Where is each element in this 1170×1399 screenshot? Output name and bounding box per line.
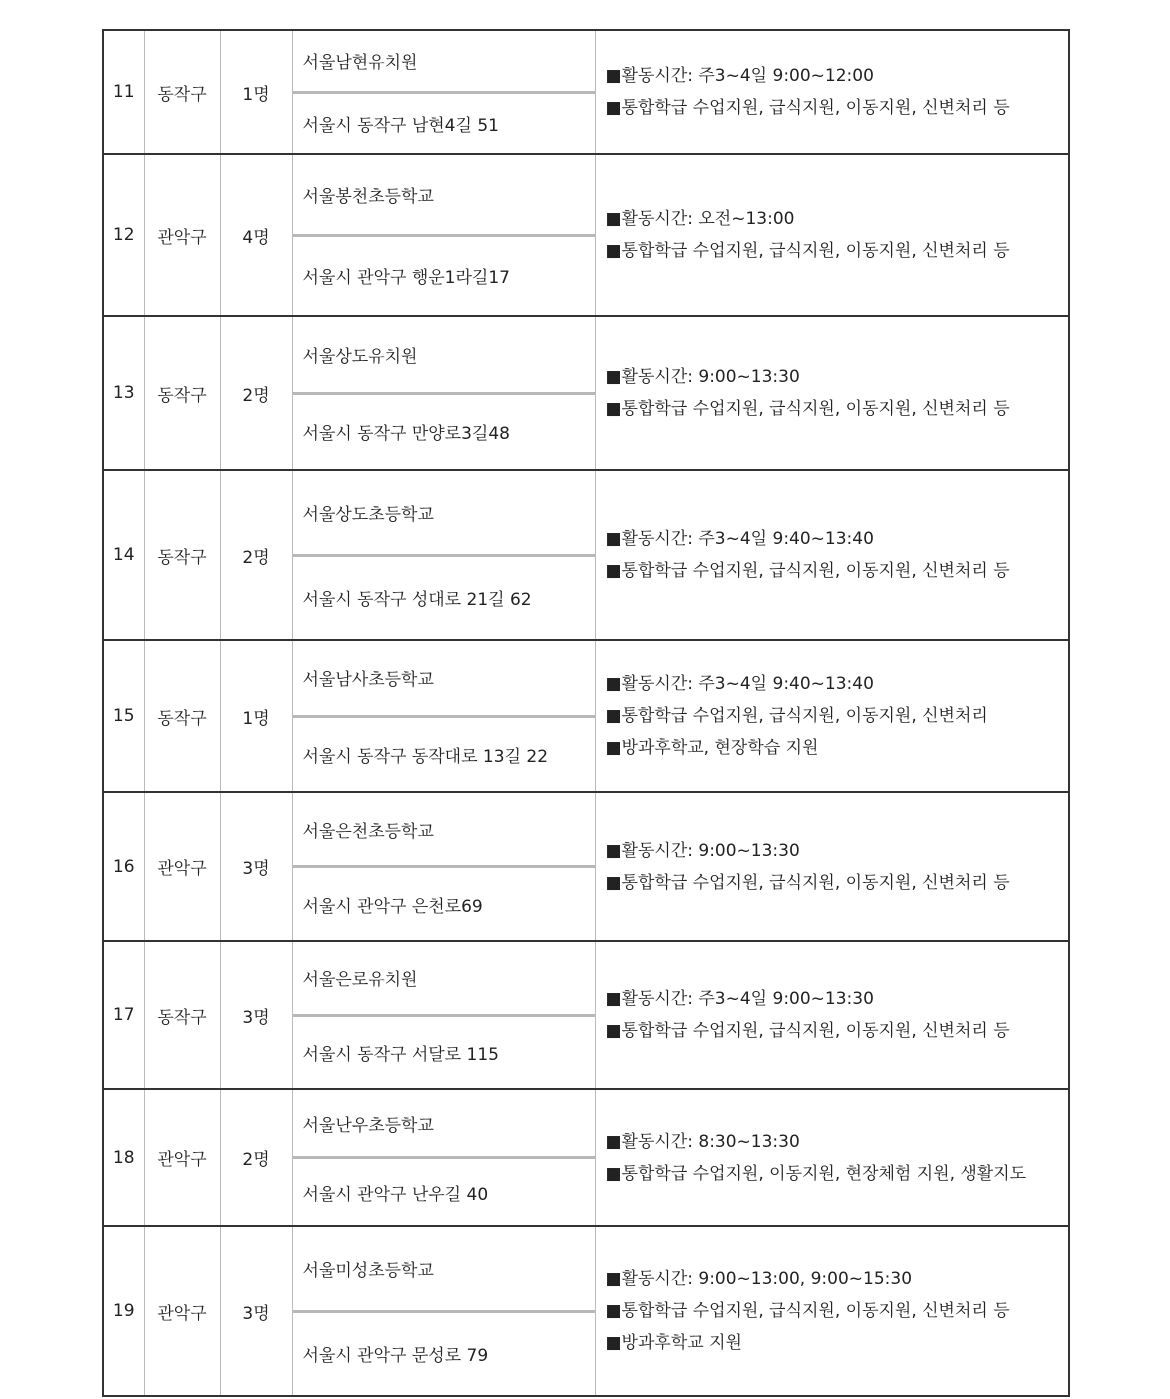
school-name: 서울남사초등학교 [302,670,434,691]
school-address: 서울시 동작구 성대로 21길 62 [302,590,532,611]
site-cell [292,941,595,1089]
activity-cell [595,1226,1069,1396]
school-name: 서울난우초등학교 [302,1115,434,1136]
site-info [293,641,595,791]
row-number-cell: 18 [103,1089,144,1226]
headcount-cell: 2명 [220,470,292,640]
table-row [103,154,1069,316]
school-name: 서울남현유치원 [302,53,418,74]
headcount-cell: 3명 [220,792,292,941]
school-address: 서울시 관악구 행운1라길17 [302,268,510,289]
activity-line: ■통합학급 수업지원, 급식지원, 이동지원, 신변처리 등 [605,241,1010,261]
activity-cell [595,30,1069,154]
activity-cell [595,640,1069,792]
school-address: 서울시 동작구 동작대로 13길 22 [302,746,549,767]
district-cell: 관악구 [144,792,220,941]
table-row [103,792,1069,941]
site-info [293,942,595,1088]
row-number-cell: 15 [103,640,144,792]
district-cell: 동작구 [144,30,220,154]
headcount-cell: 2명 [220,1089,292,1226]
headcount-cell: 4명 [220,154,292,316]
site-info [293,471,595,639]
activity-cell [595,792,1069,941]
activity-line: ■통합학급 수업지원, 이동지원, 현장체험 지원, 생활지도 [605,1163,1027,1184]
activity-line: ■통합학급 수업지원, 급식지원, 이동지원, 신변처리 등 [605,98,1010,118]
school-name: 서울상도초등학교 [302,504,434,525]
table-row [103,941,1069,1089]
site-info [293,155,595,315]
site-cell [292,316,595,470]
activity-line: ■활동시간: 주3~4일 9:00~13:30 [605,989,874,1009]
school-name: 서울미성초등학교 [302,1260,434,1281]
site-info [293,793,595,940]
activity-line: ■활동시간: 오전~13:00 [605,209,795,229]
activity-line: ■통합학급 수업지원, 급식지원, 이동지원, 신변처리 등 [605,1021,1010,1041]
district-cell: 동작구 [144,316,220,470]
school-address: 서울시 관악구 난우길 40 [302,1184,489,1205]
school-name: 서울상도유치원 [302,346,418,367]
row-number-cell: 13 [103,316,144,470]
site-cell [292,1226,595,1396]
activity-line: ■활동시간: 주3~4일 9:40~13:40 [605,674,874,694]
row-number-cell: 12 [103,154,144,316]
activity-line: ■통합학급 수업지원, 급식지원, 이동지원, 신변처리 [605,706,988,726]
headcount-cell: 1명 [220,30,292,154]
school-address: 서울시 관악구 문성로 79 [302,1346,489,1367]
headcount-cell: 1명 [220,640,292,792]
site-info [293,1227,595,1395]
activity-line: ■방과후학교, 현장학습 지원 [605,738,819,758]
activity-line: ■활동시간: 9:00~13:30 [605,840,800,861]
activity-cell [595,316,1069,470]
table-row [103,470,1069,640]
site-cell [292,1089,595,1226]
site-cell [292,470,595,640]
table-row [103,316,1069,470]
row-number-cell: 19 [103,1226,144,1396]
site-cell [292,30,595,154]
activity-line: ■활동시간: 주3~4일 9:00~12:00 [605,66,874,86]
row-number-cell: 11 [103,30,144,154]
activity-line: ■활동시간: 9:00~13:30 [605,367,800,387]
school-name: 서울은천초등학교 [302,821,434,842]
district-cell: 동작구 [144,941,220,1089]
activity-cell [595,470,1069,640]
activity-cell [595,154,1069,316]
row-number-cell: 16 [103,792,144,941]
activity-line: ■방과후학교 지원 [605,1333,742,1353]
activity-line: ■통합학급 수업지원, 급식지원, 이동지원, 신변처리 등 [605,561,1010,581]
table-body [103,30,1069,1396]
activity-cell [595,1089,1069,1226]
site-cell [292,154,595,316]
school-address: 서울시 관악구 은천로69 [302,896,483,917]
school-address: 서울시 동작구 서달로 115 [302,1044,499,1065]
district-cell: 관악구 [144,154,220,316]
row-number-cell: 17 [103,941,144,1089]
activity-cell [595,941,1069,1089]
table-row [103,640,1069,792]
headcount-cell: 3명 [220,1226,292,1396]
table-row [103,30,1069,154]
school-address: 서울시 동작구 남현4길 51 [302,115,499,136]
district-cell: 동작구 [144,640,220,792]
headcount-cell: 3명 [220,941,292,1089]
table-row [103,1226,1069,1396]
site-info [293,317,595,469]
site-info [293,31,595,153]
activity-line: ■활동시간: 9:00~13:00, 9:00~15:30 [605,1269,913,1289]
row-number-cell: 14 [103,470,144,640]
headcount-cell: 2명 [220,316,292,470]
site-info [293,1090,595,1225]
site-cell [292,640,595,792]
activity-line: ■통합학급 수업지원, 급식지원, 이동지원, 신변처리 등 [605,1301,1010,1321]
site-cell [292,792,595,941]
school-name: 서울봉천초등학교 [302,186,434,207]
school-name: 서울은로유치원 [302,970,418,991]
district-cell: 관악구 [144,1089,220,1226]
volunteer-placement-table [102,29,1070,1397]
activity-line: ■통합학급 수업지원, 급식지원, 이동지원, 신변처리 등 [605,399,1010,419]
district-cell: 동작구 [144,470,220,640]
activity-line: ■통합학급 수업지원, 급식지원, 이동지원, 신변처리 등 [605,872,1010,893]
district-cell: 관악구 [144,1226,220,1396]
activity-line: ■활동시간: 8:30~13:30 [605,1131,800,1152]
activity-line: ■활동시간: 주3~4일 9:40~13:40 [605,529,874,549]
school-address: 서울시 동작구 만양로3길48 [302,424,510,445]
table-row [103,1089,1069,1226]
